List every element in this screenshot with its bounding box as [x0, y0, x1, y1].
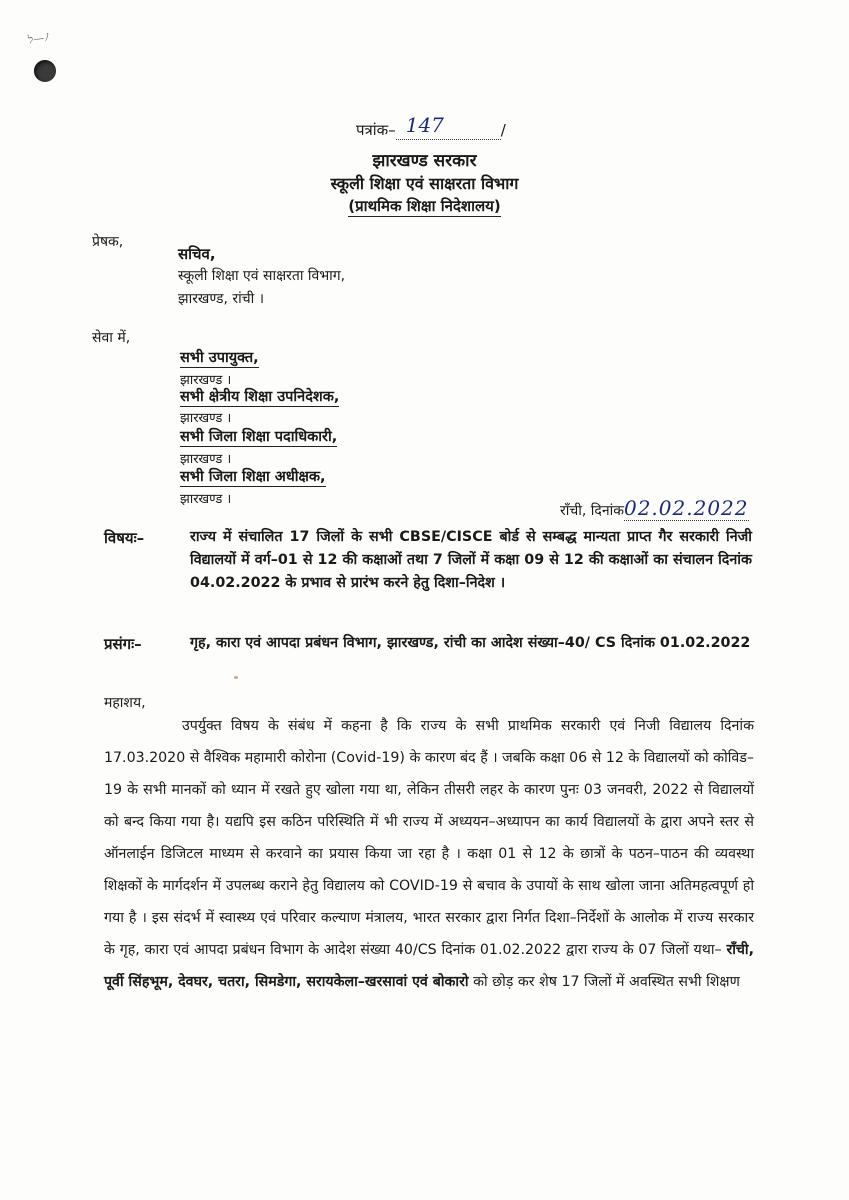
- letter-number-label: पत्रांक–: [356, 121, 396, 139]
- directorate-title: [0, 196, 849, 216]
- letter-number-suffix: /: [500, 121, 506, 139]
- salutation: महाशय,: [104, 695, 146, 711]
- body-districts: राँची, पूर्वी सिंहभूम, देवघर, चतरा, सिमडेगा, सरायकेला–खरसावां एवं बोकारो: [104, 942, 754, 990]
- recipient-place: झारखण्ड ।: [180, 452, 232, 467]
- recipient-place: झारखण्ड ।: [180, 411, 232, 426]
- reference-label: प्रसंगः–: [104, 635, 142, 653]
- recipient-place: झारखण्ड ।: [180, 373, 232, 388]
- subject-text: राज्य में संचालित 17 जिलों के सभी CBSE/CISCE बोर्ड से सम्बद्ध मान्यता प्राप्त गैर सरकारी निजी विद्यालयों में वर्ग–01 से 12 की कक्षाओं तथा 7 जिलों में कक्षा 09 से 12 की कक्षाओं का संचालन दिनांक 04.02.2022 के प्रभाव से प्रारंभ करने हेतु दिशा–निदेश ।: [190, 529, 752, 591]
- recipient-place: झारखण्ड ।: [180, 492, 232, 507]
- body-text: उपर्युक्त विषय के संबंध में कहना है कि राज्य के सभी प्राथमिक सरकारी एवं निजी विद्यालय दिनांक 17.03.2020 से वैश्विक महामारी कोरोना (Covid-19) के कारण बंद हैं । जबकि कक्षा 06 से 12 के विद्यालयों को कोविड–19 के सभी मानकों को ध्यान में रखते हुए खोला गया था, लेकिन तीसरी लहर के कारण पुनः 03 जनवरी, 2022 से विद्यालयों को बन्द किया गया है। यद्यपि इस कठिन परिस्थिति में भी राज्य में अध्ययन–अध्यापन का कार्य विद्यालयों के द्वारा अपने स्तर से ऑनलाईन डिजिटल माध्यम से करवाने का प्रयास किया जा रहा है । कक्षा 01 से 12 के छात्रों के पठन–पाठन की व्यवस्था शिक्षकों के मार्गदर्शन में उपलब्ध कराने हेतु विद्यालय को COVID-19 से बचाव के उपायों के साथ खोला जाना अतिमहत्वपूर्ण हो गया है । इस संदर्भ में स्वास्थ्य एवं परिवार कल्याण मंत्रालय, भारत सरकार द्वारा निर्गत दिशा–निर्देशों के आलोक में राज्य सरकार के गृह, कारा एवं आपदा प्रबंधन विभाग के आदेश संख्या 40/CS दिनांक 01.02.2022 द्वारा राज्य के 07 जिलों यथा–: [104, 718, 754, 958]
- ink-smudge: [234, 676, 238, 679]
- recipient-title: सभी क्षेत्रीय शिक्षा उपनिदेशक,: [180, 389, 340, 405]
- letter-number-line: [356, 113, 506, 140]
- body-paragraph: [104, 710, 754, 998]
- govt-title: झारखण्ड सरकार: [372, 151, 477, 171]
- date-label: राँची, दिनांक: [560, 503, 624, 519]
- sender-label: प्रेषक,: [92, 234, 124, 250]
- recipients-label: सेवा में,: [92, 330, 131, 346]
- punch-hole: [34, 60, 56, 82]
- date-handwritten: 02.02.2022: [623, 496, 749, 520]
- sender-place: झारखण्ड, रांची ।: [178, 291, 265, 307]
- recipient-title: सभी उपायुक्त,: [180, 350, 259, 366]
- corner-scribble: ﬥ—ﾉ: [27, 30, 51, 47]
- date-line: [560, 496, 749, 520]
- letter-number-blank: [396, 113, 501, 140]
- letter-number-handwritten: 147: [405, 113, 444, 137]
- sender-dept: स्कूली शिक्षा एवं साक्षरता विभाग,: [178, 268, 346, 284]
- recipient-title: सभी जिला शिक्षा अधीक्षक,: [180, 469, 326, 485]
- directorate-title-text: (प्राथमिक शिक्षा निदेशालय): [348, 197, 501, 215]
- subject-label: विषयः–: [104, 529, 145, 547]
- dept-title: स्कूली शिक्षा एवं साक्षरता विभाग: [330, 174, 519, 193]
- sender-name: सचिव,: [178, 245, 216, 263]
- recipient-title: सभी जिला शिक्षा पदाधिकारी,: [180, 429, 338, 445]
- body-tail: को छोड़ कर शेष 17 जिलों में अवस्थित सभी शिक्षण: [473, 974, 740, 990]
- reference-text: गृह, कारा एवं आपदा प्रबंधन विभाग, झारखण्ड, रांची का आदेश संख्या–40/ CS दिनांक 01.02.2022: [190, 635, 751, 651]
